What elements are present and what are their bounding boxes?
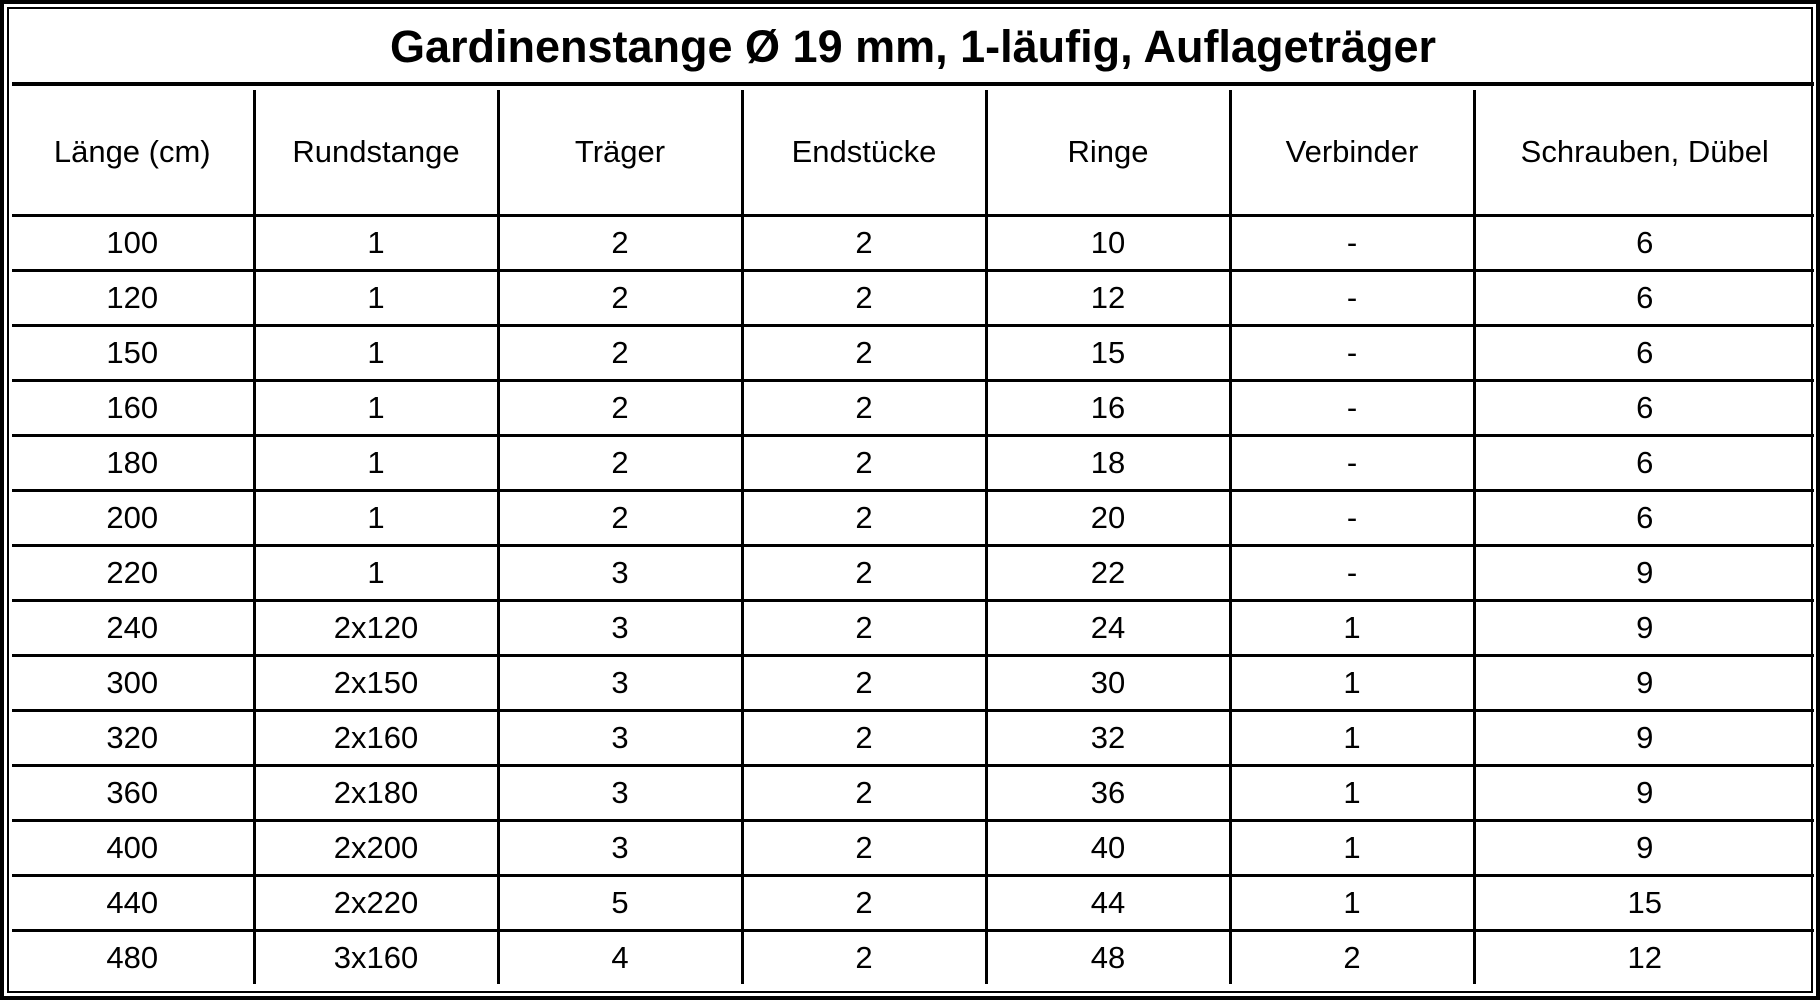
cell-length: 180 (12, 436, 254, 491)
cell-rod: 2x200 (254, 821, 498, 876)
cell-rod: 1 (254, 436, 498, 491)
cell-screws-dowels: 15 (1474, 876, 1814, 931)
cell-screws-dowels: 6 (1474, 381, 1814, 436)
cell-end-pieces: 2 (742, 491, 986, 546)
cell-rings: 40 (986, 821, 1230, 876)
cell-connectors: 1 (1230, 766, 1474, 821)
cell-screws-dowels: 6 (1474, 326, 1814, 381)
cell-brackets: 2 (498, 326, 742, 381)
cell-rod: 1 (254, 326, 498, 381)
table-row (12, 931, 1814, 985)
cell-rod: 1 (254, 546, 498, 601)
cell-rings: 22 (986, 546, 1230, 601)
cell-screws-dowels: 9 (1474, 656, 1814, 711)
cell-brackets: 2 (498, 491, 742, 546)
cell-rings: 16 (986, 381, 1230, 436)
cell-screws-dowels: 6 (1474, 271, 1814, 326)
cell-end-pieces: 2 (742, 381, 986, 436)
cell-length: 200 (12, 491, 254, 546)
cell-end-pieces: 2 (742, 436, 986, 491)
cell-rod: 3x160 (254, 931, 498, 985)
table-row (12, 381, 1814, 436)
cell-end-pieces: 2 (742, 546, 986, 601)
column-header-brackets: Träger (498, 90, 742, 216)
cell-rod: 1 (254, 491, 498, 546)
cell-screws-dowels: 9 (1474, 546, 1814, 601)
cell-rings: 24 (986, 601, 1230, 656)
cell-end-pieces: 2 (742, 821, 986, 876)
cell-rings: 32 (986, 711, 1230, 766)
column-header-end-pieces: Endstücke (742, 90, 986, 216)
cell-rings: 30 (986, 656, 1230, 711)
cell-connectors: - (1230, 271, 1474, 326)
cell-rod: 2x150 (254, 656, 498, 711)
cell-rod: 2x220 (254, 876, 498, 931)
cell-brackets: 3 (498, 546, 742, 601)
cell-brackets: 2 (498, 436, 742, 491)
column-header-length: Länge (cm) (12, 90, 254, 216)
cell-brackets: 3 (498, 656, 742, 711)
cell-end-pieces: 2 (742, 271, 986, 326)
cell-length: 120 (12, 271, 254, 326)
cell-end-pieces: 2 (742, 656, 986, 711)
cell-connectors: - (1230, 326, 1474, 381)
cell-brackets: 3 (498, 711, 742, 766)
cell-end-pieces: 2 (742, 931, 986, 985)
cell-connectors: 2 (1230, 931, 1474, 985)
cell-length: 480 (12, 931, 254, 985)
cell-rod: 1 (254, 381, 498, 436)
cell-end-pieces: 2 (742, 766, 986, 821)
table-row (12, 546, 1814, 601)
cell-brackets: 2 (498, 216, 742, 271)
header-row (12, 90, 1814, 216)
cell-brackets: 3 (498, 766, 742, 821)
cell-rings: 20 (986, 491, 1230, 546)
cell-screws-dowels: 6 (1474, 436, 1814, 491)
cell-connectors: - (1230, 546, 1474, 601)
table-row (12, 711, 1814, 766)
cell-brackets: 3 (498, 821, 742, 876)
table-row (12, 821, 1814, 876)
cell-rings: 15 (986, 326, 1230, 381)
cell-connectors: 1 (1230, 601, 1474, 656)
cell-length: 150 (12, 326, 254, 381)
cell-end-pieces: 2 (742, 601, 986, 656)
cell-brackets: 3 (498, 601, 742, 656)
cell-screws-dowels: 9 (1474, 766, 1814, 821)
table-row (12, 876, 1814, 931)
table-body (12, 216, 1814, 985)
cell-rings: 36 (986, 766, 1230, 821)
cell-brackets: 2 (498, 271, 742, 326)
cell-rod: 2x160 (254, 711, 498, 766)
table-row (12, 766, 1814, 821)
column-header-rod: Rundstange (254, 90, 498, 216)
cell-length: 240 (12, 601, 254, 656)
cell-length: 400 (12, 821, 254, 876)
cell-rod: 1 (254, 271, 498, 326)
cell-connectors: 1 (1230, 711, 1474, 766)
cell-end-pieces: 2 (742, 876, 986, 931)
cell-length: 360 (12, 766, 254, 821)
cell-screws-dowels: 9 (1474, 601, 1814, 656)
cell-brackets: 5 (498, 876, 742, 931)
cell-brackets: 4 (498, 931, 742, 985)
table-row (12, 491, 1814, 546)
column-header-rings: Ringe (986, 90, 1230, 216)
table-row (12, 216, 1814, 271)
cell-screws-dowels: 12 (1474, 931, 1814, 985)
cell-rod: 2x180 (254, 766, 498, 821)
cell-rings: 12 (986, 271, 1230, 326)
cell-length: 300 (12, 656, 254, 711)
cell-length: 320 (12, 711, 254, 766)
table-row (12, 601, 1814, 656)
cell-rod: 2x120 (254, 601, 498, 656)
cell-connectors: - (1230, 381, 1474, 436)
cell-connectors: - (1230, 436, 1474, 491)
cell-rings: 44 (986, 876, 1230, 931)
cell-screws-dowels: 6 (1474, 216, 1814, 271)
table-title: Gardinenstange Ø 19 mm, 1-läufig, Auflageträger (12, 12, 1814, 86)
cell-length: 440 (12, 876, 254, 931)
cell-brackets: 2 (498, 381, 742, 436)
cell-length: 160 (12, 381, 254, 436)
cell-connectors: 1 (1230, 656, 1474, 711)
cell-screws-dowels: 9 (1474, 711, 1814, 766)
column-header-screws-dowels: Schrauben, Dübel (1474, 90, 1814, 216)
cell-screws-dowels: 9 (1474, 821, 1814, 876)
cell-connectors: - (1230, 216, 1474, 271)
cell-length: 220 (12, 546, 254, 601)
cell-rings: 18 (986, 436, 1230, 491)
cell-rings: 10 (986, 216, 1230, 271)
table-row (12, 271, 1814, 326)
cell-connectors: 1 (1230, 821, 1474, 876)
parts-table (12, 90, 1814, 984)
table-row (12, 436, 1814, 491)
cell-end-pieces: 2 (742, 711, 986, 766)
cell-rod: 1 (254, 216, 498, 271)
cell-rings: 48 (986, 931, 1230, 985)
cell-connectors: 1 (1230, 876, 1474, 931)
table-row (12, 326, 1814, 381)
cell-connectors: - (1230, 491, 1474, 546)
cell-screws-dowels: 6 (1474, 491, 1814, 546)
table-row (12, 656, 1814, 711)
cell-length: 100 (12, 216, 254, 271)
cell-end-pieces: 2 (742, 326, 986, 381)
column-header-connectors: Verbinder (1230, 90, 1474, 216)
cell-end-pieces: 2 (742, 216, 986, 271)
